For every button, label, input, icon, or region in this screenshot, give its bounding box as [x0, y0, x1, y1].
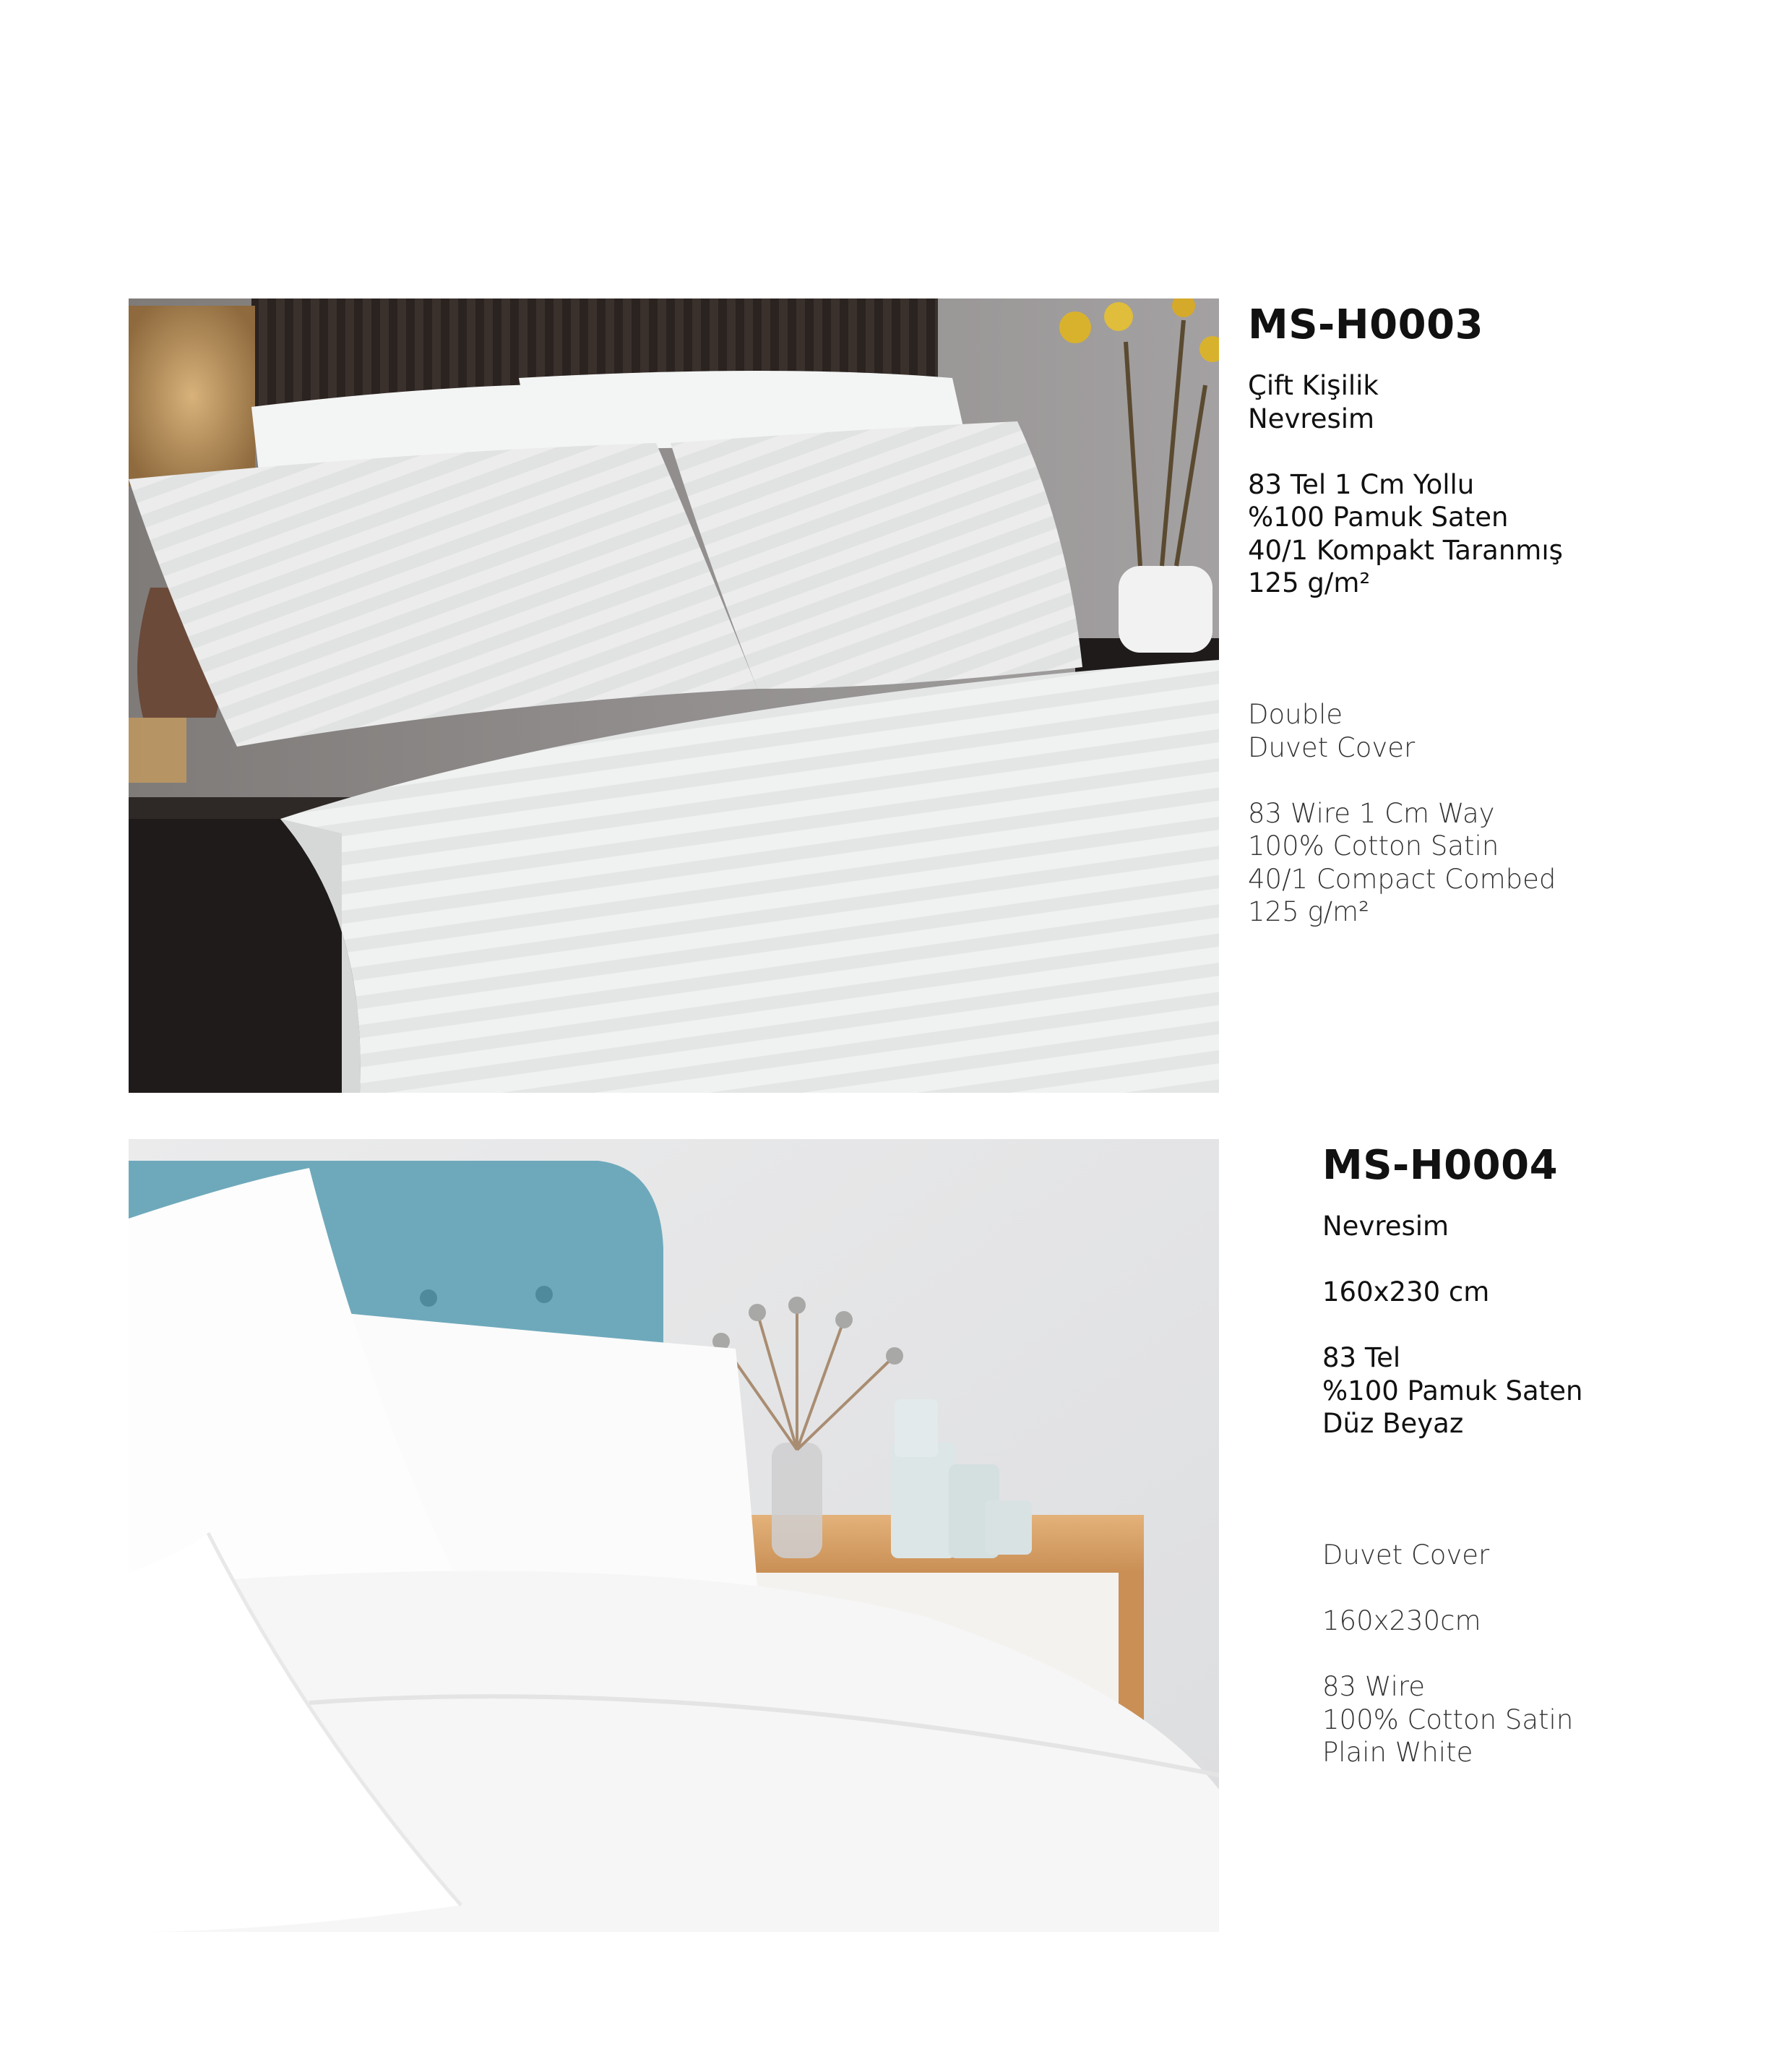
product-spec-ms-h0004: [1322, 1141, 1770, 1802]
striped-white-bedding-photo: [129, 298, 1219, 1093]
english-specifications: [1322, 1670, 1770, 1769]
english-product-type: [1248, 698, 1768, 764]
spec-line: 160x230cm: [1322, 1605, 1481, 1636]
english-specifications: [1248, 797, 1768, 929]
product-code: MS-H0004: [1322, 1142, 1559, 1189]
product-code: MS-H0003: [1248, 301, 1484, 348]
spec-line: 83 Tel: [1322, 1342, 1401, 1373]
spec-line: 40/1 Kompakt Taranmış: [1248, 534, 1563, 566]
spec-line: 160x230 cm: [1322, 1276, 1490, 1307]
spec-line: %100 Pamuk Saten: [1322, 1375, 1583, 1406]
spec-line: 125 g/m²: [1248, 896, 1369, 927]
spec-line: Nevresim: [1248, 403, 1375, 434]
english-size: [1322, 1605, 1770, 1638]
spec-line: 125 g/m²: [1248, 567, 1371, 598]
product-photo-ms-h0003: [129, 298, 1219, 1093]
spec-line: 83 Wire 1 Cm Way: [1248, 797, 1495, 829]
turkish-product-type: [1322, 1210, 1770, 1243]
plain-white-bedding-photo: [129, 1139, 1219, 1932]
spec-line: 83 Tel 1 Cm Yollu: [1248, 468, 1475, 500]
english-product-type: [1322, 1539, 1770, 1572]
spec-line: 40/1 Compact Combed: [1248, 863, 1556, 895]
spec-line: Düz Beyaz: [1322, 1408, 1464, 1439]
spec-line: Nevresim: [1322, 1211, 1449, 1242]
spec-line: Plain White: [1322, 1737, 1473, 1768]
spec-line: Çift Kişilik: [1248, 370, 1379, 401]
turkish-specifications: [1322, 1341, 1770, 1440]
spec-line: 83 Wire: [1322, 1671, 1426, 1702]
spec-line: Duvet Cover: [1248, 731, 1416, 763]
spec-line: 100% Cotton Satin: [1322, 1704, 1574, 1735]
turkish-product-type: [1248, 369, 1768, 435]
turkish-specifications: [1248, 468, 1768, 600]
spec-line: Double: [1248, 699, 1343, 730]
spec-line: Duvet Cover: [1322, 1539, 1490, 1571]
product-spec-ms-h0003: [1248, 300, 1768, 961]
product-photo-ms-h0004: [129, 1139, 1219, 1932]
turkish-size: [1322, 1276, 1770, 1309]
spec-line: %100 Pamuk Saten: [1248, 502, 1509, 533]
spec-line: 100% Cotton Satin: [1248, 830, 1499, 862]
